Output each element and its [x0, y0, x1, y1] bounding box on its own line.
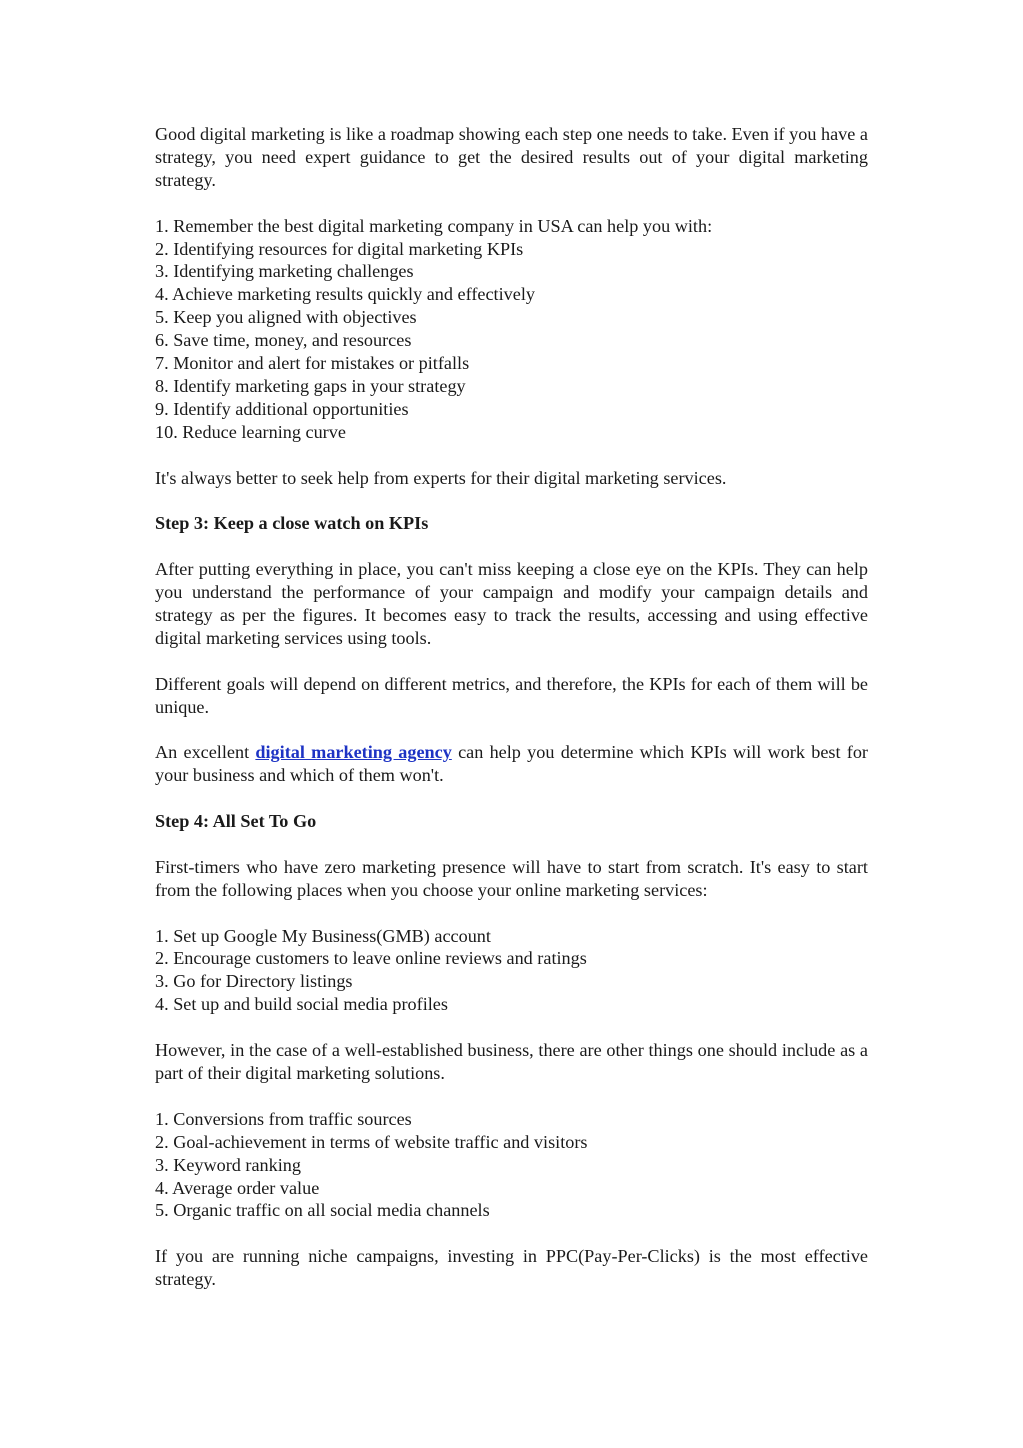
step3-heading: Step 3: Keep a close watch on KPIs: [155, 513, 429, 534]
step4-paragraph-2: However, in the case of a well-established business, there are other things one should include as a part of their digital marketing solutions.: [155, 1040, 868, 1083]
list-item: 5. Organic traffic on all social media channels: [155, 1200, 490, 1221]
first-timer-list: [155, 925, 868, 1017]
list-item: 3. Identifying marketing challenges: [155, 261, 414, 282]
established-business-list: [155, 1108, 868, 1223]
step4-paragraph-3: If you are running niche campaigns, investing in PPC(Pay-Per-Clicks) is the most effective strategy.: [155, 1246, 868, 1290]
list-item: 3. Keyword ranking: [155, 1154, 301, 1175]
benefits-list: [155, 215, 868, 444]
list-item: 6. Save time, money, and resources: [155, 330, 412, 351]
list-item: 1. Set up Google My Business(GMB) account: [155, 925, 491, 946]
list-item: 3. Go for Directory listings: [155, 971, 353, 992]
list-item: 4. Set up and build social media profiles: [155, 994, 448, 1015]
list-item: 4. Achieve marketing results quickly and effectively: [155, 284, 535, 305]
list-item: 7. Monitor and alert for mistakes or pitfalls: [155, 353, 470, 374]
list-item: 4. Average order value: [155, 1177, 320, 1198]
intro-paragraph: Good digital marketing is like a roadmap showing each step one needs to take. Even if you have a strategy, you need expert guidance to get the desired results out of your digital marketing strategy.: [155, 124, 868, 190]
step3-paragraph-3: [155, 741, 868, 787]
step4-paragraph-1: First-timers who have zero marketing presence will have to start from scratch. It's easy to start from the following places when you choose your online marketing services:: [155, 856, 868, 900]
list-item: 5. Keep you aligned with objectives: [155, 307, 417, 328]
step3-paragraph-2: Different goals will depend on different metrics, and therefore, the KPIs for each of them will be unique.: [155, 673, 868, 717]
step3-text-before-link: An excellent: [155, 742, 256, 763]
document-page: [155, 123, 868, 1291]
list-item: 1. Remember the best digital marketing company in USA can help you with:: [155, 215, 713, 236]
list-item: 8. Identify marketing gaps in your strategy: [155, 375, 466, 396]
list-item: 10. Reduce learning curve: [155, 421, 346, 442]
digital-marketing-agency-link[interactable]: digital marketing agency: [255, 742, 452, 763]
list-item: 2. Identifying resources for digital marketing KPIs: [155, 238, 524, 259]
advice-paragraph: It's always better to seek help from experts for their digital marketing services.: [155, 467, 727, 488]
step3-text-after-link: can help you determine which KPIs will work best for your business and which of them won't.: [155, 742, 868, 786]
list-item: 2. Encourage customers to leave online reviews and ratings: [155, 948, 587, 969]
list-item: 2. Goal-achievement in terms of website traffic and visitors: [155, 1131, 588, 1152]
list-item: 1. Conversions from traffic sources: [155, 1108, 412, 1129]
step4-heading: Step 4: All Set To Go: [155, 811, 317, 832]
list-item: 9. Identify additional opportunities: [155, 398, 409, 419]
step3-paragraph-1: After putting everything in place, you can't miss keeping a close eye on the KPIs. They can help you understand the performance of your campaign and modify your campaign details and strategy as per the figures. It becomes easy to track the results, accessing and using effective digital marketing services using tools.: [155, 559, 868, 648]
